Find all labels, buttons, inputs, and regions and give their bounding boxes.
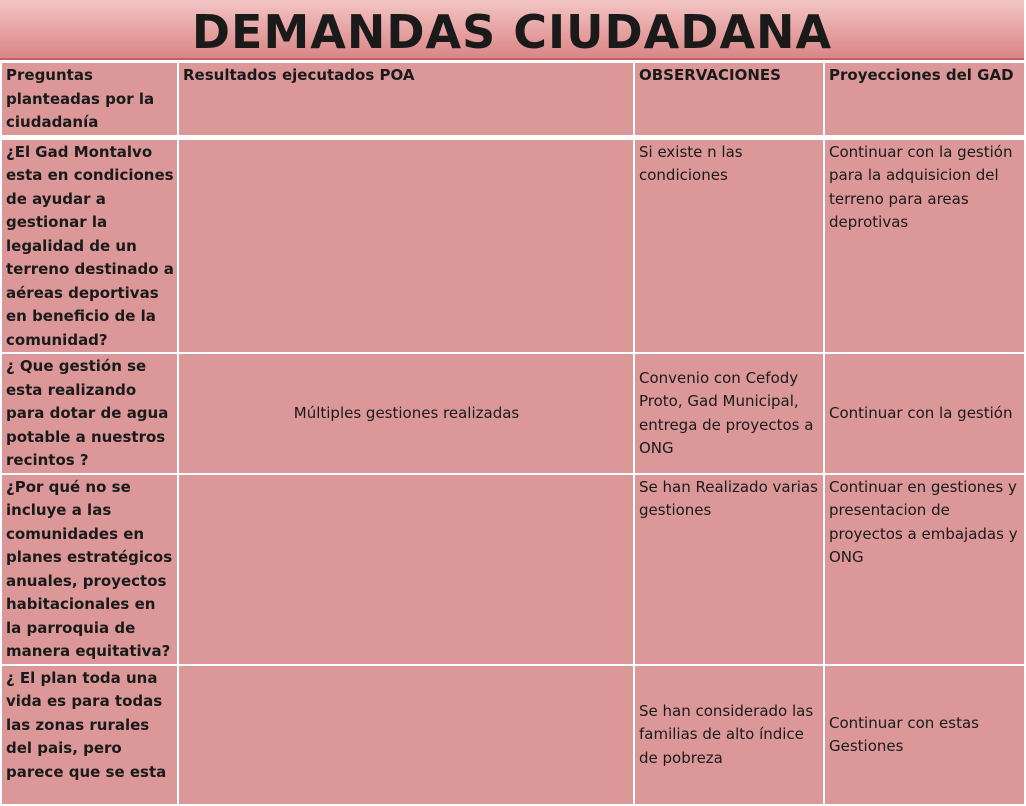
results-cell [178, 474, 634, 665]
demands-table [0, 61, 1026, 806]
results-cell [178, 137, 634, 353]
title-bar [0, 0, 1024, 60]
projections-cell: Continuar con la gestión para la adquisicion del terreno para areas deprotivas [824, 137, 1025, 353]
table-row [1, 137, 1025, 353]
question-cell: ¿ El plan toda una vida es para todas las zonas rurales del pais, pero parece que se esta [1, 665, 178, 805]
question-cell: ¿El Gad Montalvo esta en condiciones de ayudar a gestionar la legalidad de un terreno destinado a aéreas deportivas en beneficio de la comunidad? [1, 137, 178, 353]
header-results: Resultados ejecutados POA [178, 62, 634, 137]
page-title: DEMANDAS CIUDADANA [191, 5, 833, 59]
observations-cell: Si existe n las condiciones [634, 137, 824, 353]
projections-cell: Continuar con la gestión [824, 353, 1025, 474]
table-row [1, 353, 1025, 474]
question-cell: ¿ Que gestión se esta realizando para dotar de agua potable a nuestros recintos ? [1, 353, 178, 474]
observations-cell: Se han considerado las familias de alto índice de pobreza [634, 665, 824, 805]
header-observations: OBSERVACIONES [634, 62, 824, 137]
table-row [1, 474, 1025, 665]
table-header-row [1, 62, 1025, 137]
question-cell: ¿Por qué no se incluye a las comunidades en planes estratégicos anuales, proyectos habitacionales en la parroquia de manera equitativa? [1, 474, 178, 665]
observations-cell: Convenio con Cefody Proto, Gad Municipal, entrega de proyectos a ONG [634, 353, 824, 474]
projections-cell: Continuar con estas Gestiones [824, 665, 1025, 805]
projections-cell: Continuar en gestiones y presentacion de proyectos a embajadas y ONG [824, 474, 1025, 665]
results-cell [178, 665, 634, 805]
table-row [1, 665, 1025, 805]
header-projections: Proyecciones del GAD [824, 62, 1025, 137]
header-questions: Preguntas planteadas por la ciudadanía [1, 62, 178, 137]
observations-cell: Se han Realizado varias gestiones [634, 474, 824, 665]
results-cell: Múltiples gestiones realizadas [178, 353, 634, 474]
